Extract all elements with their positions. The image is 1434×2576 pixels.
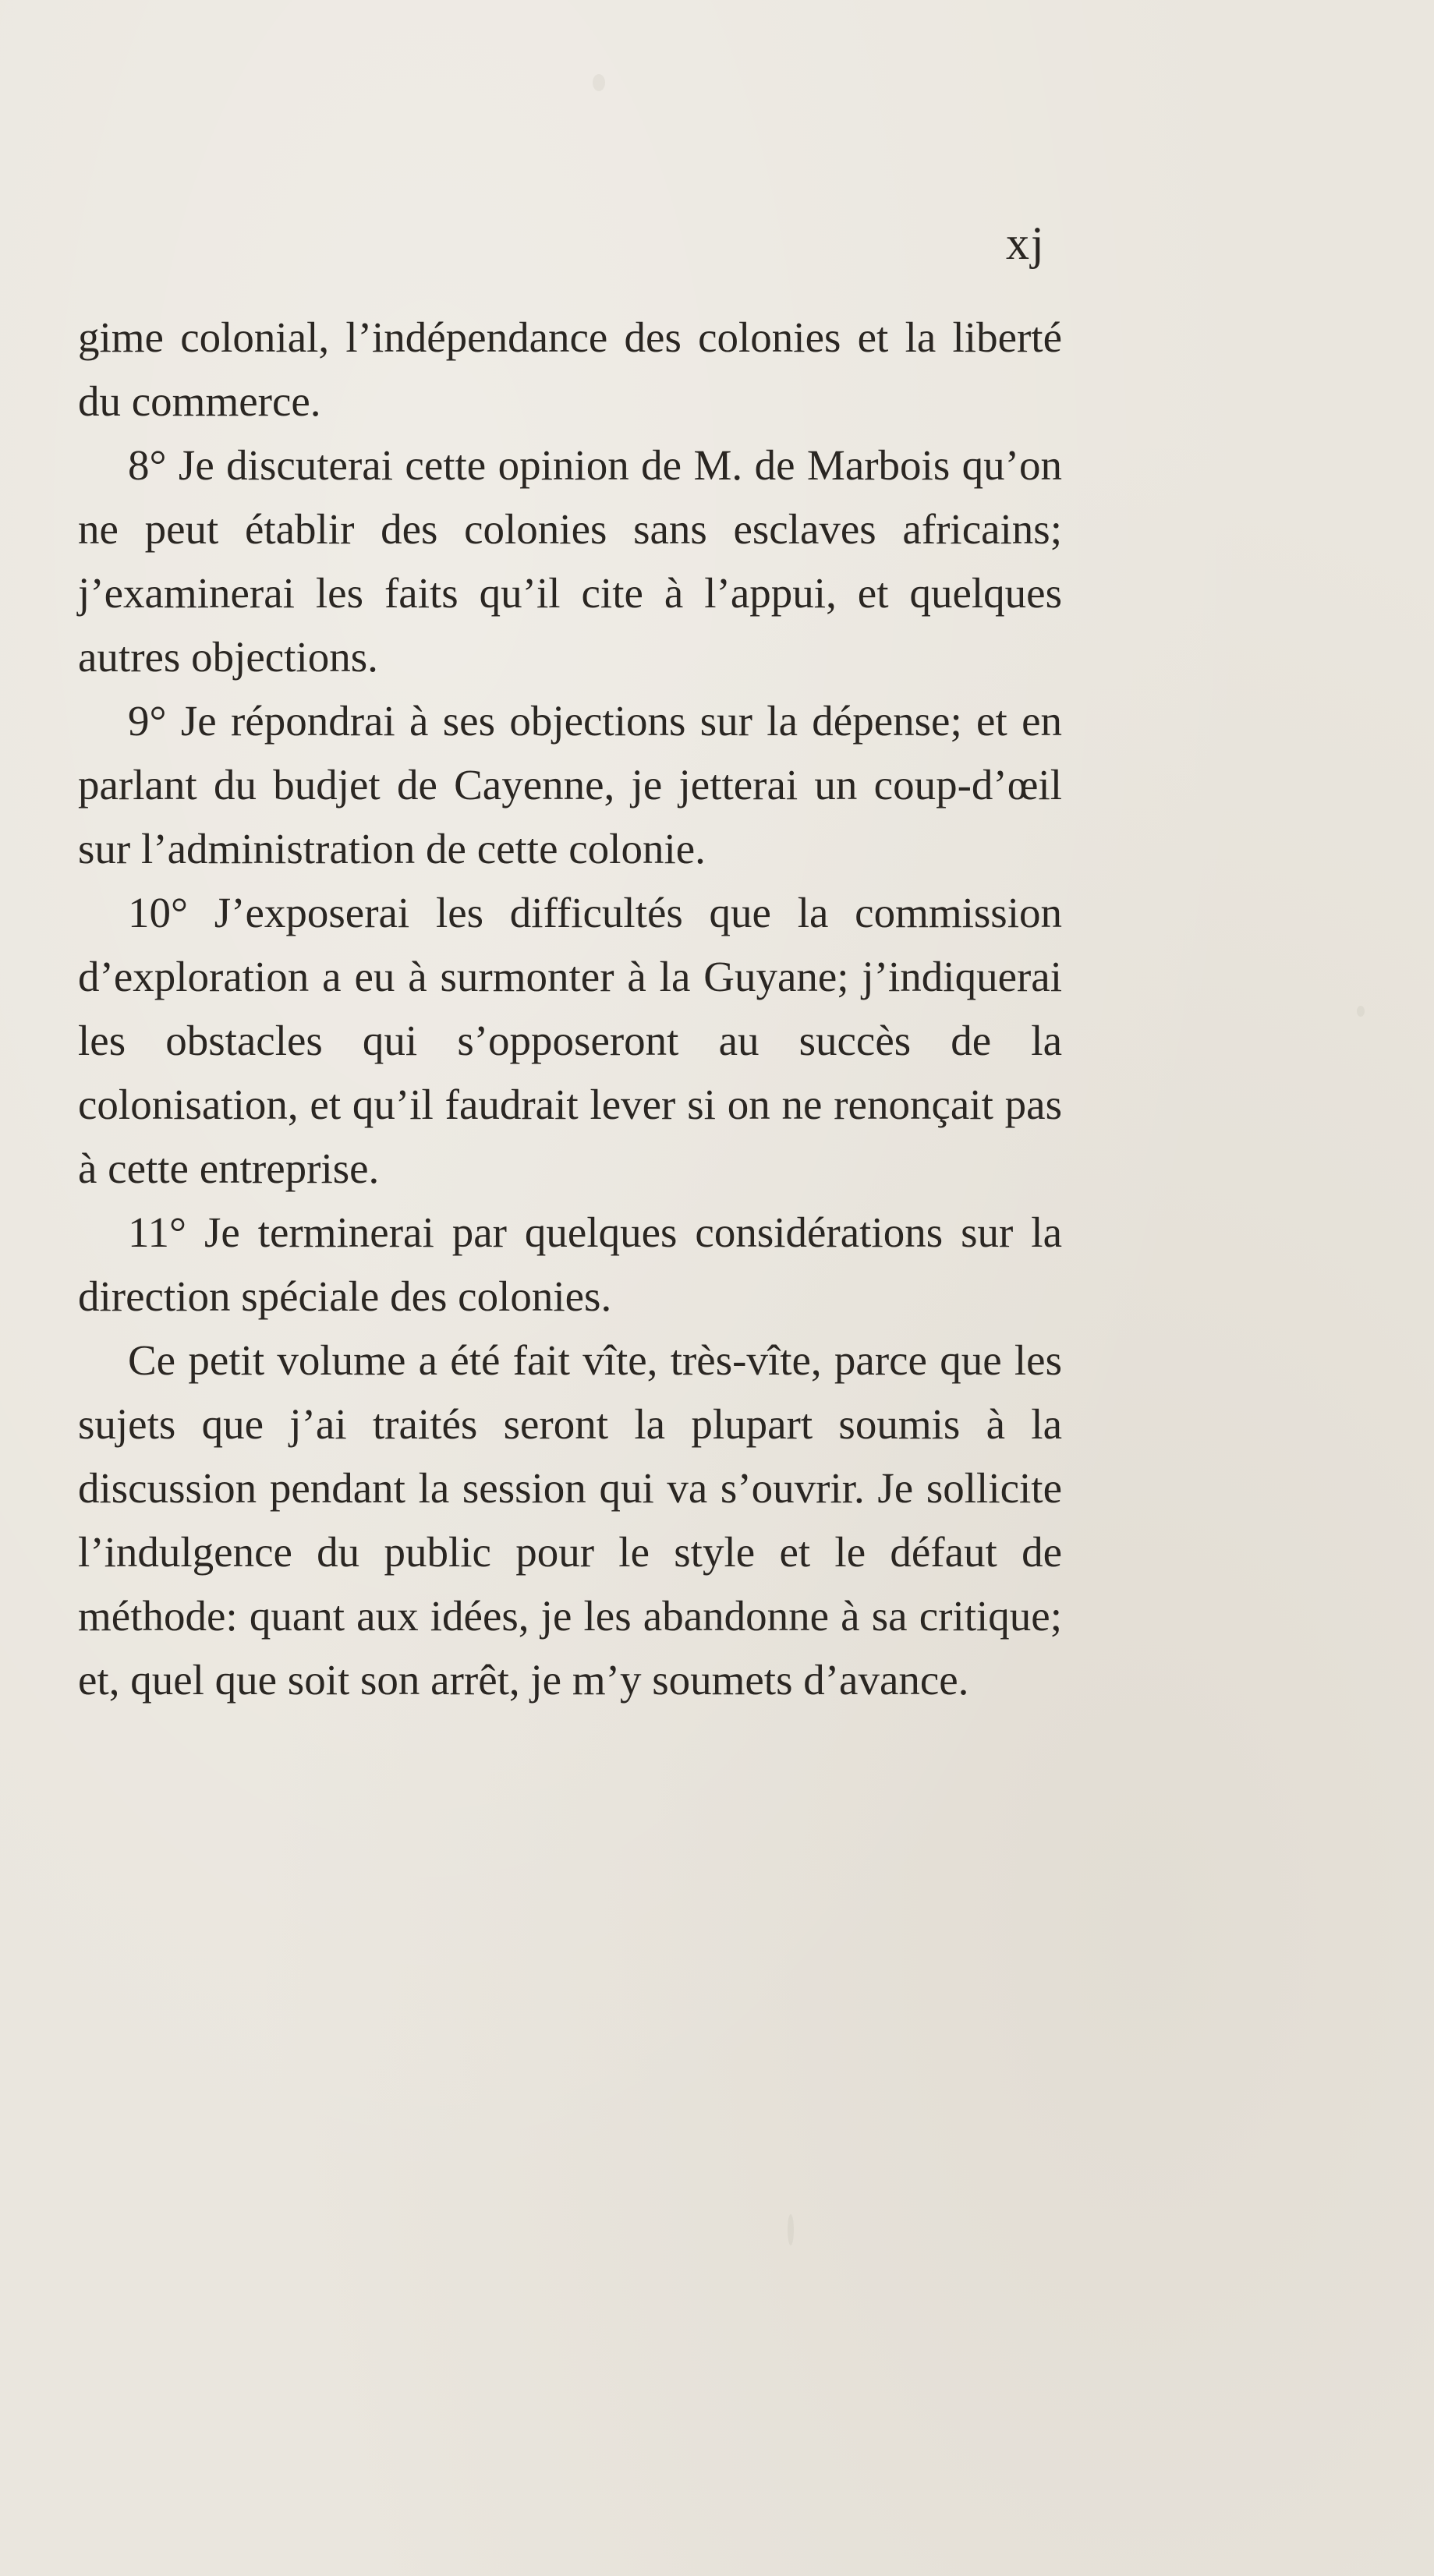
paragraph-continuation: gime colonial, l’indépendance des colonies et la liberté du commerce. bbox=[78, 313, 1062, 425]
paragraph-item-8: 8° Je discuterai cette opinion de M. de Marbois qu’on ne peut établir des colonies sans esclaves africains; j’examinerai les faits qu’il cite à l’appui, et quelques autres objections. bbox=[78, 441, 1062, 681]
paper-stain bbox=[788, 2214, 794, 2245]
paragraph-item-9: 9° Je répondrai à ses objections sur la dépense; et en parlant du budjet de Cayenne, je jetterai un coup-d’œil sur l’administration de cette colonie. bbox=[78, 697, 1062, 872]
paragraph-item-10: 10° J’exposerai les difficultés que la commission d’exploration a eu à surmonter à la Guyane; j’indiquerai les obstacles qui s’opposeront au succès de la colonisation, et qu’il faudrait lever si on ne renonçait pas à cette entreprise. bbox=[78, 889, 1062, 1192]
body-text bbox=[78, 306, 1062, 1712]
page-number: xj bbox=[1006, 218, 1046, 269]
paragraph-item-11: 11° Je terminerai par quelques considérations sur la direction spéciale des colonies. bbox=[78, 1208, 1062, 1320]
paper-stain bbox=[593, 74, 605, 91]
paragraph-closing: Ce petit volume a été fait vîte, très-vîte, parce que les sujets que j’ai traités seront la plupart soumis à la discussion pendant la session qui va s’ouvrir. Je sollicite l’indulgence du public pour le style et le défaut de méthode: quant aux idées, je les abandonne à sa critique; et, quel que soit son arrêt, je m’y soumets d’avance. bbox=[78, 1336, 1062, 1704]
paper-stain bbox=[1357, 1006, 1365, 1017]
